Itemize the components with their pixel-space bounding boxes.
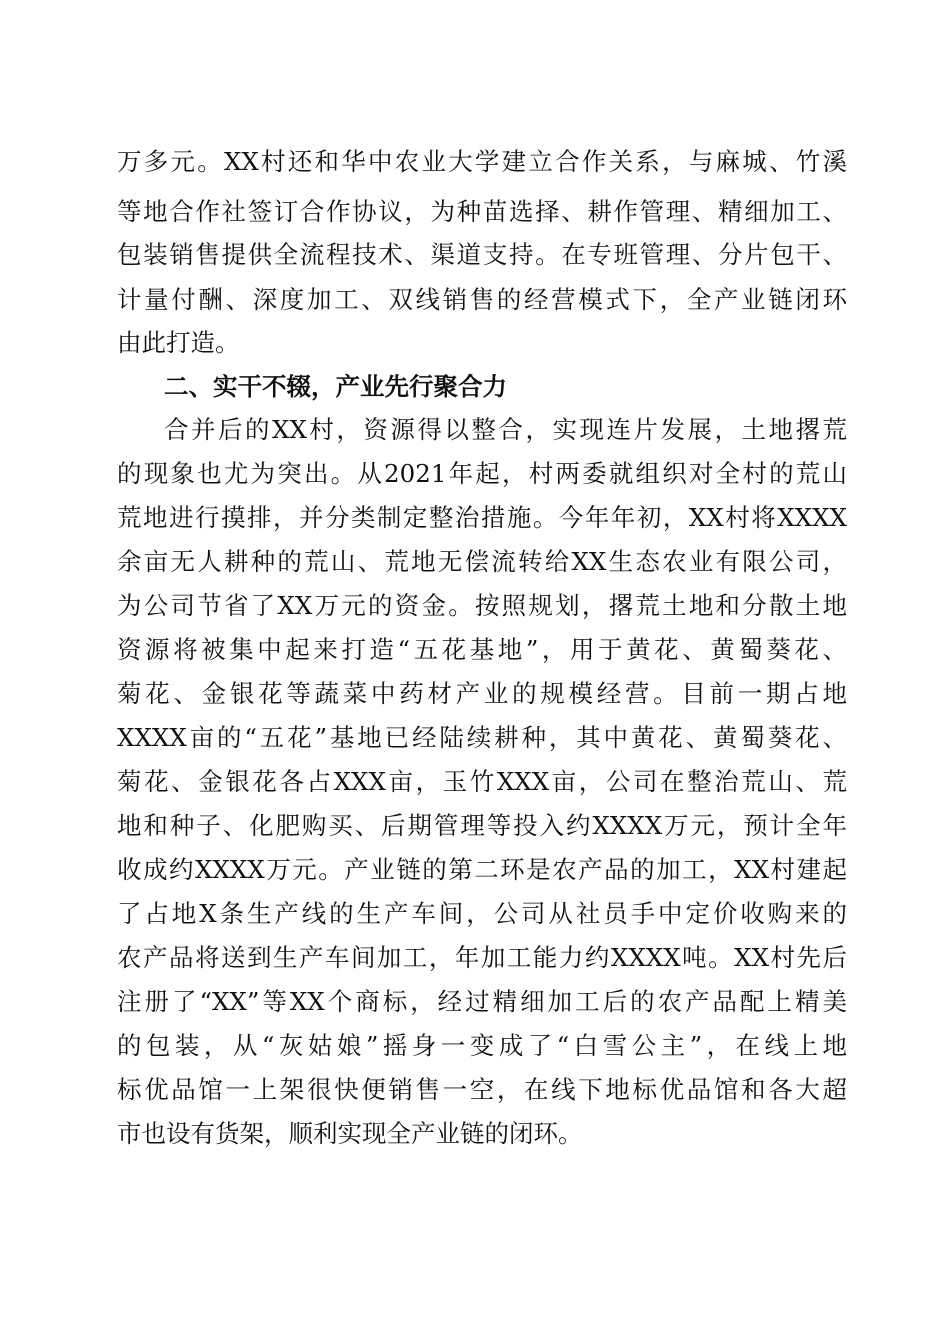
paragraph-line: 为公司节省了XX万元的资金。按照规划，撂荒土地和分散土地	[117, 591, 847, 620]
paragraph-line: 由此打造。	[117, 328, 240, 357]
paragraph-line: 万多元。XX村还和华中农业大学建立合作关系，与麻城、竹溪	[117, 147, 847, 176]
paragraph-line: 农产品将送到生产车间加工，年加工能力约XXXX吨。XX村先后	[117, 943, 847, 972]
paragraph-line: 了占地X条生产线的生产车间，公司从社员手中定价收购来的	[117, 899, 847, 928]
paragraph-line: 计量付酬、深度加工、双线销售的经营模式下，全产业链闭环	[117, 285, 847, 314]
paragraph-line: 标优品馆一上架很快便销售一空，在线下地标优品馆和各大超	[117, 1075, 847, 1104]
paragraph-line: 菊花、金银花各占XXX亩，玉竹XXX亩，公司在整治荒山、荒	[117, 767, 847, 796]
paragraph-line: XXXX亩的“五花”基地已经陆续耕种，其中黄花、黄蜀葵花、	[117, 723, 847, 752]
section-heading: 二、实干不辍，产业先行聚合力	[164, 372, 507, 401]
paragraph-line: 包装销售提供全流程技术、渠道支持。在专班管理、分片包干、	[117, 240, 847, 269]
paragraph-line: 余亩无人耕种的荒山、荒地无偿流转给XX生态农业有限公司，	[117, 547, 847, 576]
paragraph-line: 荒地进行摸排，并分类制定整治措施。今年年初，XX村将XXXX	[117, 503, 847, 532]
paragraph-line: 注册了“XX”等XX个商标，经过精细加工后的农产品配上精美	[117, 987, 847, 1016]
paragraph-line: 资源将被集中起来打造“五花基地”，用于黄花、黄蜀葵花、	[117, 635, 847, 664]
paragraph-line: 合并后的XX村，资源得以整合，实现连片发展，土地撂荒	[164, 415, 847, 444]
paragraph-line: 的现象也尤为突出。从2021年起，村两委就组织对全村的荒山	[117, 459, 847, 488]
paragraph-line: 的包装，从“灰姑娘”摇身一变成了“白雪公主”，在线上地	[117, 1031, 847, 1060]
paragraph-line: 菊花、金银花等蔬菜中药材产业的规模经营。目前一期占地	[117, 679, 847, 708]
paragraph-line: 等地合作社签订合作协议，为种苗选择、耕作管理、精细加工、	[117, 197, 847, 226]
paragraph-line: 地和种子、化肥购买、后期管理等投入约XXXX万元，预计全年	[117, 811, 847, 840]
paragraph-line: 收成约XXXX万元。产业链的第二环是农产品的加工，XX村建起	[117, 855, 847, 884]
paragraph-line: 市也设有货架，顺利实现全产业链的闭环。	[117, 1119, 583, 1148]
